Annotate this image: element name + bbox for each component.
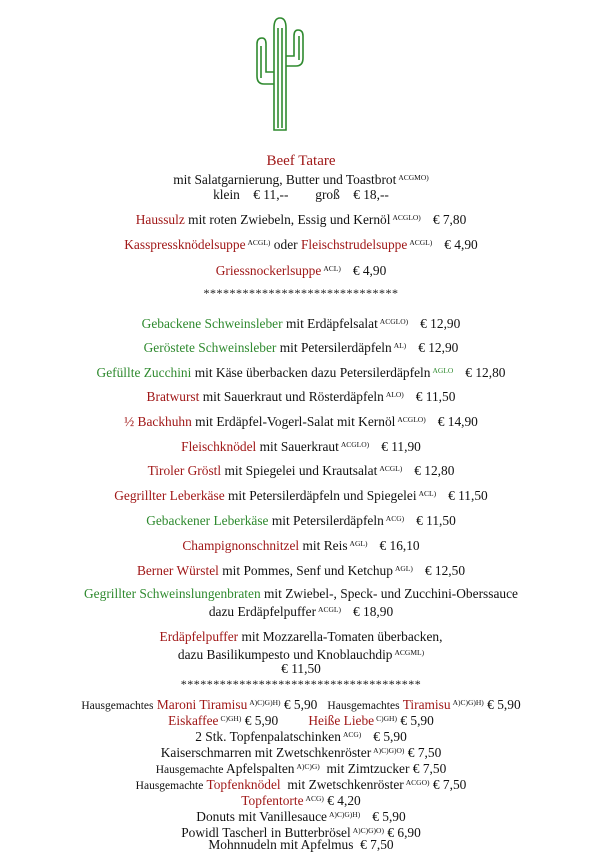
menu-item-puffer: Erdäpfelpuffer mit Mozzarella-Tomaten überbacken,	[159, 629, 443, 644]
menu-item-griessnockerl: Griessnockerlsuppe $^{ACL)}$ € 4,90	[215, 263, 387, 278]
dessert-item: Powidl Tascherl in Butterbrösel $^{A)C)G)O)}$ € 6,90	[181, 825, 421, 840]
menu-item-main: Tiroler Gröstl mit Spiegelei und Krautsalat $^{ACGL)}$ € 12,80	[147, 463, 455, 478]
menu-item-suppe: Kasspressknödelsuppe $^{ACGL)}$ oder Fleischstrudelsuppe $^{ACGL)}$ € 4,90	[124, 237, 478, 252]
dessert-item: Mohnnudeln mit Apfelmus € 7,50	[208, 837, 394, 852]
dessert-item: Hausgemachte Topfenknödel mit Zwetschkenröster $^{ACGO)}$ € 7,50	[135, 777, 467, 792]
menu-item-schweinslungenbraten-desc: dazu Erdäpfelpuffer $^{ACGL)}$ € 18,90	[208, 604, 394, 619]
dessert-item: Donuts mit Vanillesauce $^{A)C)G)H)}$ € 5,90	[196, 809, 406, 824]
dessert-item: Kaiserschmarren mit Zwetschkenröster $^{A)C)G)O)}$ € 7,50	[160, 745, 442, 760]
beef-title: Beef Tatare	[266, 153, 336, 169]
beef-desc: mit Salatgarnierung, Butter und Toastbrot $^{ACGMO)}$	[173, 172, 429, 187]
menu-item-main: Berner Würstel mit Pommes, Senf und Ketchup $^{AGL)}$ € 12,50	[136, 563, 466, 578]
dessert-item: Hausgemachte Apfelspalten $^{A)C)G)}$ mit Zimtzucker € 7,50	[155, 761, 447, 776]
menu-item-schweinslungenbraten: Gegrillter Schweinslungenbraten mit Zwiebel-, Speck- und Zucchini-Oberssauce	[84, 586, 518, 601]
menu-item-puffer-price: € 11,50	[281, 661, 321, 676]
menu-item-main: Champignonschnitzel mit Reis $^{AGL)}$ € 16,10	[182, 538, 420, 553]
menu-item-main: Gegrillter Leberkäse mit Petersilerdäpfeln und Spiegelei $^{ACL)}$ € 11,50	[114, 488, 488, 503]
menu-item-main: Gebackene Schweinsleber mit Erdäpfelsalat $^{ACGLO)}$ € 12,90	[141, 316, 461, 331]
menu-item-main: Fleischknödel mit Sauerkraut $^{ACGLO)}$ € 11,90	[181, 439, 421, 454]
dessert-item: Topfentorte $^{ACG)}$ € 4,20	[241, 793, 361, 808]
menu-item-main: Bratwurst mit Sauerkraut und Rösterdäpfeln $^{ALO)}$ € 11,50	[146, 389, 456, 404]
separator: ******************************	[203, 286, 399, 300]
dessert-tiramisu-row: Hausgemachtes Maroni Tiramisu $^{A)C)G)H)}$ € 5,90 Hausgemachtes Tiramisu $^{A)C)G)H)}$ € 5,90	[81, 697, 521, 712]
menu-item-main: Gefüllte Zucchini mit Käse überbacken dazu Petersilerdäpfeln $^{AGLO}$ € 12,80	[96, 365, 506, 380]
menu-item-haussulz: Haussulz mit roten Zwiebeln, Essig und Kernöl $^{ACGLO)}$ € 7,80	[135, 212, 467, 227]
separator: *************************************	[180, 677, 422, 691]
cactus-icon	[252, 14, 308, 132]
menu-item-main: Geröstete Schweinsleber mit Petersilerdäpfeln $^{AL)}$ € 12,90	[143, 340, 459, 355]
dessert-eis-row: Eiskaffee $^{C)GH)}$ € 5,90 Heiße Liebe $^{C)GH)}$ € 5,90	[168, 713, 434, 728]
beef-sizes: klein € 11,-- groß € 18,--	[213, 187, 389, 202]
menu-item-main: Gebackener Leberkäse mit Petersilerdäpfeln $^{ACG)}$ € 11,50	[146, 513, 456, 528]
menu-item-puffer-desc: dazu Basilikumpesto und Knoblauchdip $^{ACGML)}$	[177, 647, 425, 662]
menu-item-main: ½ Backhuhn mit Erdäpfel-Vogerl-Salat mit Kernöl $^{ACGLO)}$ € 14,90	[124, 414, 478, 429]
dessert-item: 2 Stk. Topfenpalatschinken $^{ACG)}$ € 5,90	[195, 729, 407, 744]
